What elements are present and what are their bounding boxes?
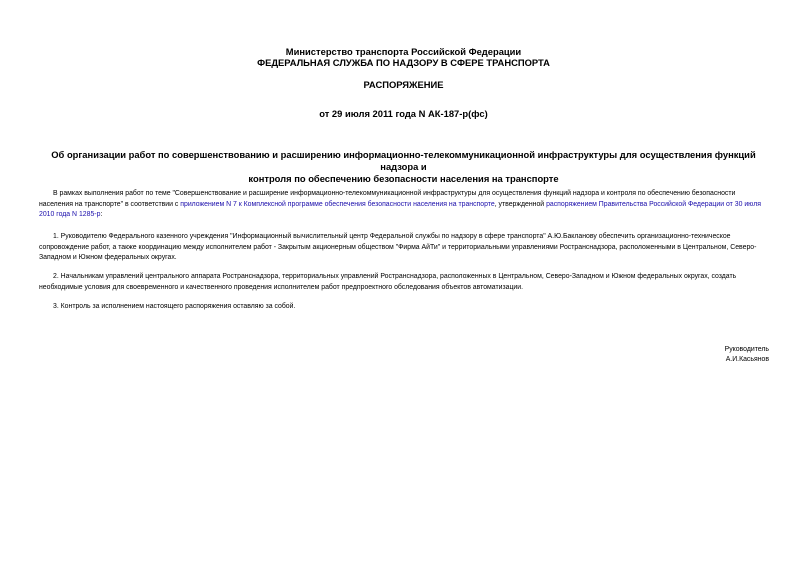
document-type: РАСПОРЯЖЕНИЕ (363, 79, 444, 90)
signature-name: А.И.Касьянов (725, 356, 769, 363)
intro-text-b: , утвержденной (494, 200, 547, 208)
intro-paragraph (39, 189, 770, 221)
ministry-name: Министерство транспорта Российской Федерации (285, 46, 522, 57)
signature-position: Руководитель (724, 346, 769, 353)
title-line-1: Об организации работ по совершенствованию и расширению информационно-телекоммуникационной инфраструктуры для осуществления функций надзора и (51, 149, 756, 172)
intro-text-a: В рамках выполнения работ по теме "Совершенствование и расширение информационно-телекоммуникационной инфраструктуры для осуществления функций надзора и контроля по обеспечению безопасности населения на транспорте" в соответствии с (39, 190, 736, 208)
item-2-paragraph: 2. Начальникам управлений центрального аппарата Ространснадзора, территориальных управлений Ространснадзора, расположенных в Центральном, Северо-Западном и Южном федеральных округах, создать необходимые условия для своевременного и качественного проведения исполнителем работ предпроектного обследования объектов автоматизации. (39, 273, 737, 291)
intro-text-c: : (100, 211, 103, 218)
document-date: от 29 июля 2011 года N АК-187-р(фс) (319, 108, 488, 119)
item-1-paragraph: 1. Руководителю Федерального казенного учреждения "Информационный вычислительный центр Федеральной службы по надзору в сфере транспорта" А.Ю.Бакланову обеспечить организационно-техническое сопровождение работ, а также координацию между исполнителем работ - Закрытым акционерным обществом "Фирма АйТи" и территориальными управлениями Ространснадзора, расположенными в Центральном, Северо-Западном и Южном федеральных округах. (39, 233, 757, 261)
title-line-2: контроля по обеспечению безопасности населения на транспорте (248, 173, 559, 184)
document-title (40, 149, 767, 185)
program-appendix-link[interactable]: приложением N 7 к Комплексной программе обеспечения безопасности населения на транспорте (180, 200, 495, 208)
government-order-link[interactable]: распоряжением Правительства Российской Федерации от 30 июля 2010 года N 1285-р (39, 200, 761, 218)
service-name: ФЕДЕРАЛЬНАЯ СЛУЖБА ПО НАДЗОРУ В СФЕРЕ ТРАНСПОРТА (257, 57, 550, 68)
item-3-paragraph: 3. Контроль за исполнением настоящего распоряжения оставляю за собой. (53, 303, 296, 310)
signature-block (725, 345, 769, 365)
